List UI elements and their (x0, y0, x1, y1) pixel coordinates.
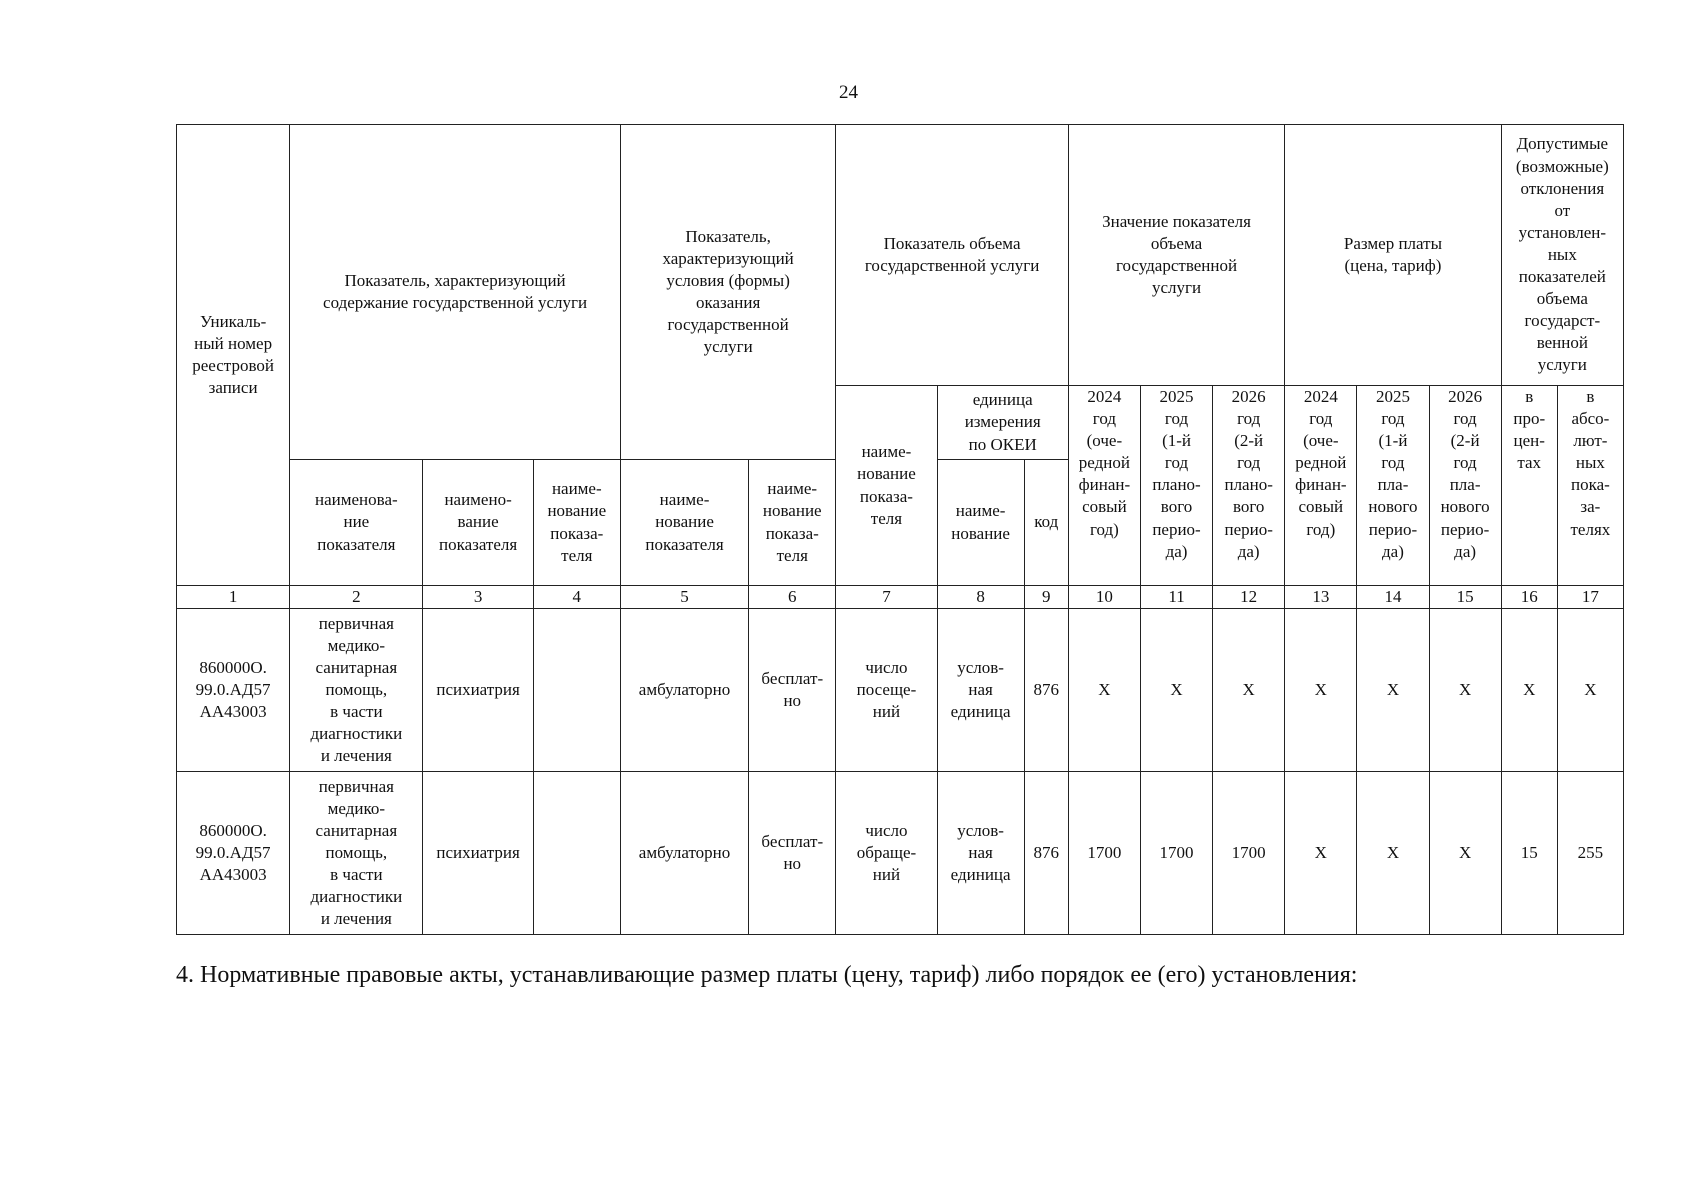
fee-2024-cell: Х (1285, 772, 1357, 935)
profile-cell: психиатрия (423, 772, 533, 935)
fee-2025-cell: Х (1357, 772, 1429, 935)
header-volume-indicator: Показатель объема государственной услуги (836, 125, 1068, 386)
header-unique-number: Уникаль- ный номер реестровой записи (177, 125, 290, 586)
header-deviations: Допустимые (возможные) отклонения от установлен- ных показателей объема государст- венной услуги (1501, 125, 1623, 386)
service-content-cell: первичная медико- санитарная помощь, в части диагностики и лечения (290, 609, 423, 772)
header-2026-value: 2026 год (2-й год плано- вого перио- да) (1213, 386, 1285, 586)
header-unit-code: код (1024, 460, 1068, 586)
table-row (177, 772, 1624, 935)
column-number: 13 (1285, 586, 1357, 609)
column-number-row (177, 586, 1624, 609)
column-number: 16 (1501, 586, 1557, 609)
service-volume-table (176, 124, 1624, 935)
column-number: 9 (1024, 586, 1068, 609)
header-volume-name: наиме- нование показа- теля (836, 386, 937, 586)
column-number: 11 (1140, 586, 1212, 609)
header-2026-fee: 2026 год (2-й год пла- нового перио- да) (1429, 386, 1501, 586)
volume-name-cell: число посеще- ний (836, 609, 937, 772)
header-col5-name: наиме- нование показателя (620, 460, 748, 586)
table-row (177, 609, 1624, 772)
header-col6-name: наиме- нование показа- теля (749, 460, 836, 586)
header-unit-okei: единица измерения по ОКЕИ (937, 386, 1068, 460)
header-deviation-percent: в про- цен- тах (1501, 386, 1557, 586)
column-number: 1 (177, 586, 290, 609)
header-2025-fee: 2025 год (1-й год пла- нового перио- да) (1357, 386, 1429, 586)
value-2024-cell: 1700 (1068, 772, 1140, 935)
form-cell: амбулаторно (620, 772, 748, 935)
column-number: 14 (1357, 586, 1429, 609)
value-2025-cell: Х (1140, 609, 1212, 772)
column-number: 3 (423, 586, 533, 609)
unit-name-cell: услов- ная единица (937, 772, 1024, 935)
page-number: 24 (839, 82, 858, 103)
column-number: 7 (836, 586, 937, 609)
header-unit-name: наиме- нование (937, 460, 1024, 586)
fee-2025-cell: Х (1357, 609, 1429, 772)
column-number: 15 (1429, 586, 1501, 609)
unit-code-cell: 876 (1024, 772, 1068, 935)
registry-number-cell: 860000О. 99.0.АД57 АА43003 (177, 609, 290, 772)
header-conditions-indicator: Показатель, характеризующий условия (формы) оказания государственной услуги (620, 125, 835, 460)
deviation-percent-cell: Х (1501, 609, 1557, 772)
header-col2-name: наименова- ние показателя (290, 460, 423, 586)
column-number: 6 (749, 586, 836, 609)
deviation-percent-cell: 15 (1501, 772, 1557, 935)
volume-name-cell: число обраще- ний (836, 772, 937, 935)
fee-2026-cell: Х (1429, 772, 1501, 935)
payment-cell: бесплат- но (749, 772, 836, 935)
header-2024-fee: 2024 год (оче- редной финан- совый год) (1285, 386, 1357, 586)
header-content-indicator: Показатель, характеризующий содержание государственной услуги (290, 125, 621, 460)
section-4-heading: 4. Нормативные правовые акты, устанавливающие размер платы (цену, тариф) либо порядок ее (его) установления: (176, 962, 1358, 988)
unit-name-cell: услов- ная единица (937, 609, 1024, 772)
payment-cell: бесплат- но (749, 609, 836, 772)
column-number: 5 (620, 586, 748, 609)
form-cell: амбулаторно (620, 609, 748, 772)
unit-code-cell: 876 (1024, 609, 1068, 772)
fee-2026-cell: Х (1429, 609, 1501, 772)
empty-cell (533, 609, 620, 772)
column-number: 10 (1068, 586, 1140, 609)
value-2025-cell: 1700 (1140, 772, 1212, 935)
service-content-cell: первичная медико- санитарная помощь, в части диагностики и лечения (290, 772, 423, 935)
header-fee: Размер платы (цена, тариф) (1285, 125, 1501, 386)
deviation-absolute-cell: Х (1557, 609, 1623, 772)
header-deviation-absolute: в абсо- лют- ных пока- за- телях (1557, 386, 1623, 586)
header-col4-name: наиме- нование показа- теля (533, 460, 620, 586)
column-number: 12 (1213, 586, 1285, 609)
column-number: 4 (533, 586, 620, 609)
header-col3-name: наимено- вание показателя (423, 460, 533, 586)
header-2025-value: 2025 год (1-й год плано- вого перио- да) (1140, 386, 1212, 586)
header-volume-value: Значение показателя объема государственной услуги (1068, 125, 1284, 386)
value-2026-cell: Х (1213, 609, 1285, 772)
registry-number-cell: 860000О. 99.0.АД57 АА43003 (177, 772, 290, 935)
column-number: 2 (290, 586, 423, 609)
profile-cell: психиатрия (423, 609, 533, 772)
value-2026-cell: 1700 (1213, 772, 1285, 935)
fee-2024-cell: Х (1285, 609, 1357, 772)
column-number: 17 (1557, 586, 1623, 609)
deviation-absolute-cell: 255 (1557, 772, 1623, 935)
empty-cell (533, 772, 620, 935)
value-2024-cell: Х (1068, 609, 1140, 772)
column-number: 8 (937, 586, 1024, 609)
header-2024-value: 2024 год (оче- редной финан- совый год) (1068, 386, 1140, 586)
